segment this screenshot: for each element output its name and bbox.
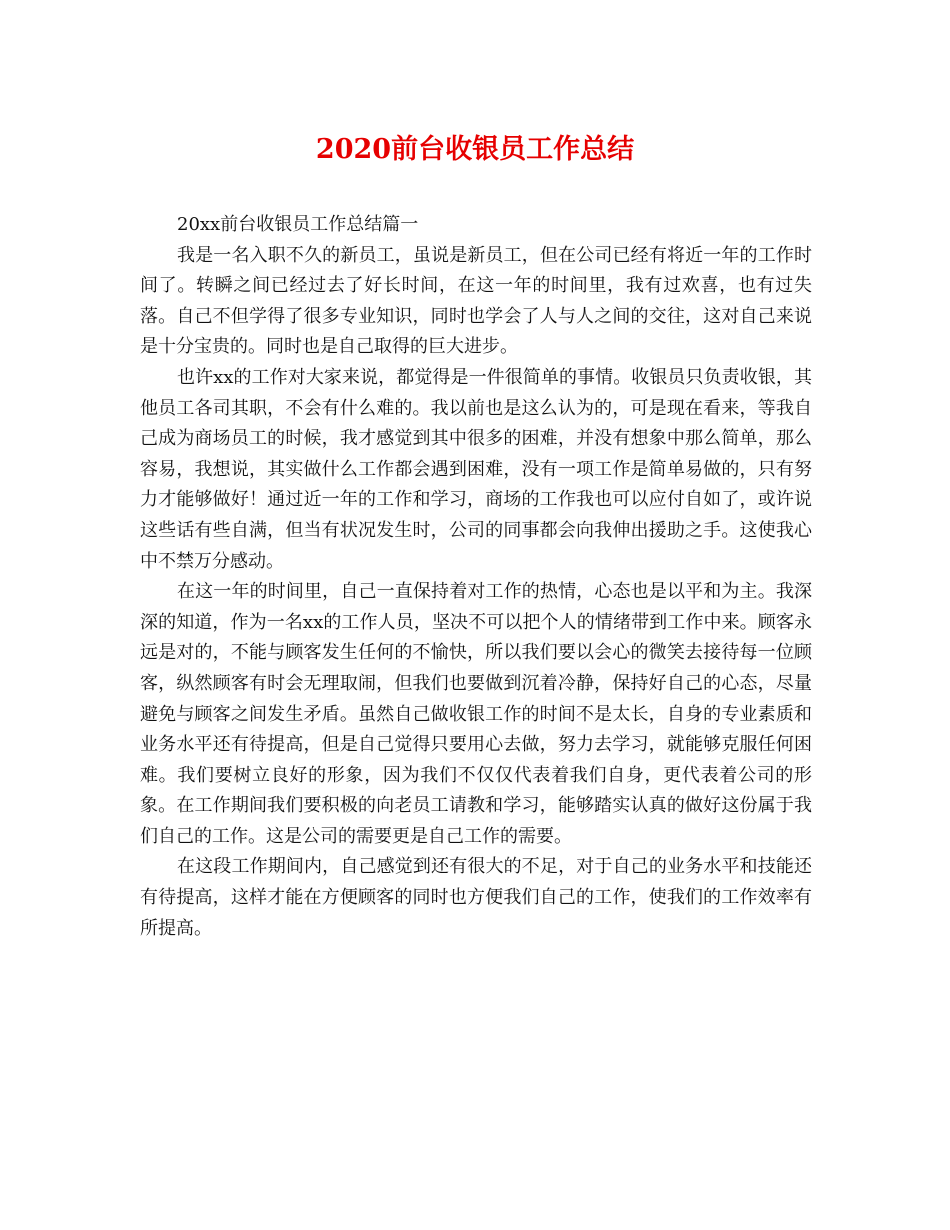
document-body xyxy=(140,210,812,944)
document-title: 2020前台收银员工作总结 xyxy=(315,134,635,165)
paragraph: 也许xx的工作对大家来说，都觉得是一件很简单的事情。收银员只负责收银，其他员工各司其职，不会有什么难的。我以前也是这么认为的，可是现在看来，等我自己成为商场员工的时候，我才感觉到其中很多的困难，并没有想象中那么简单，那么容易，我想说，其实做什么工作都会遇到困难，没有一项工作是简单易做的，只有努力才能够做好！通过近一年的工作和学习，商场的工作我也可以应付自如了，或许说这些话有些自满，但当有状况发生时，公司的同事都会向我伸出援助之手。这使我心中不禁万分感动。 xyxy=(140,366,812,572)
paragraph: 在这一年的时间里，自己一直保持着对工作的热情，心态也是以平和为主。我深深的知道，作为一名xx的工作人员，坚决不可以把个人的情绪带到工作中来。顾客永远是对的，不能与顾客发生任何的不愉快，所以我们要以会心的微笑去接待每一位顾客，纵然顾客有时会无理取闹，但我们也要做到沉着冷静，保持好自己的心态，尽量避免与顾客之间发生矛盾。虽然自己做收银工作的时间不是太长，自身的专业素质和业务水平还有待提高，但是自己觉得只要用心去做，努力去学习，就能够克服任何困难。我们要树立良好的形象，因为我们不仅仅代表着我们自身，更代表着公司的形象。在工作期间我们要积极的向老员工请教和学习，能够踏实认真的做好这份属于我们自己的工作。这是公司的需要更是自己工作的需要。 xyxy=(140,581,812,847)
paragraph: 我是一名入职不久的新员工，虽说是新员工，但在公司已经有将近一年的工作时间了。转瞬之间已经过去了好长时间，在这一年的时间里，我有过欢喜，也有过失落。自己不但学得了很多专业知识，同时也学会了人与人之间的交往，这对自己来说是十分宝贵的。同时也是自己取得的巨大进步。 xyxy=(140,244,812,358)
paragraph: 在这段工作期间内，自己感觉到还有很大的不足，对于自己的业务水平和技能还有待提高，这样才能在方便顾客的同时也方便我们自己的工作，使我们的工作效率有所提高。 xyxy=(140,856,812,939)
paragraph-heading: 20xx前台收银员工作总结篇一 xyxy=(177,214,419,235)
